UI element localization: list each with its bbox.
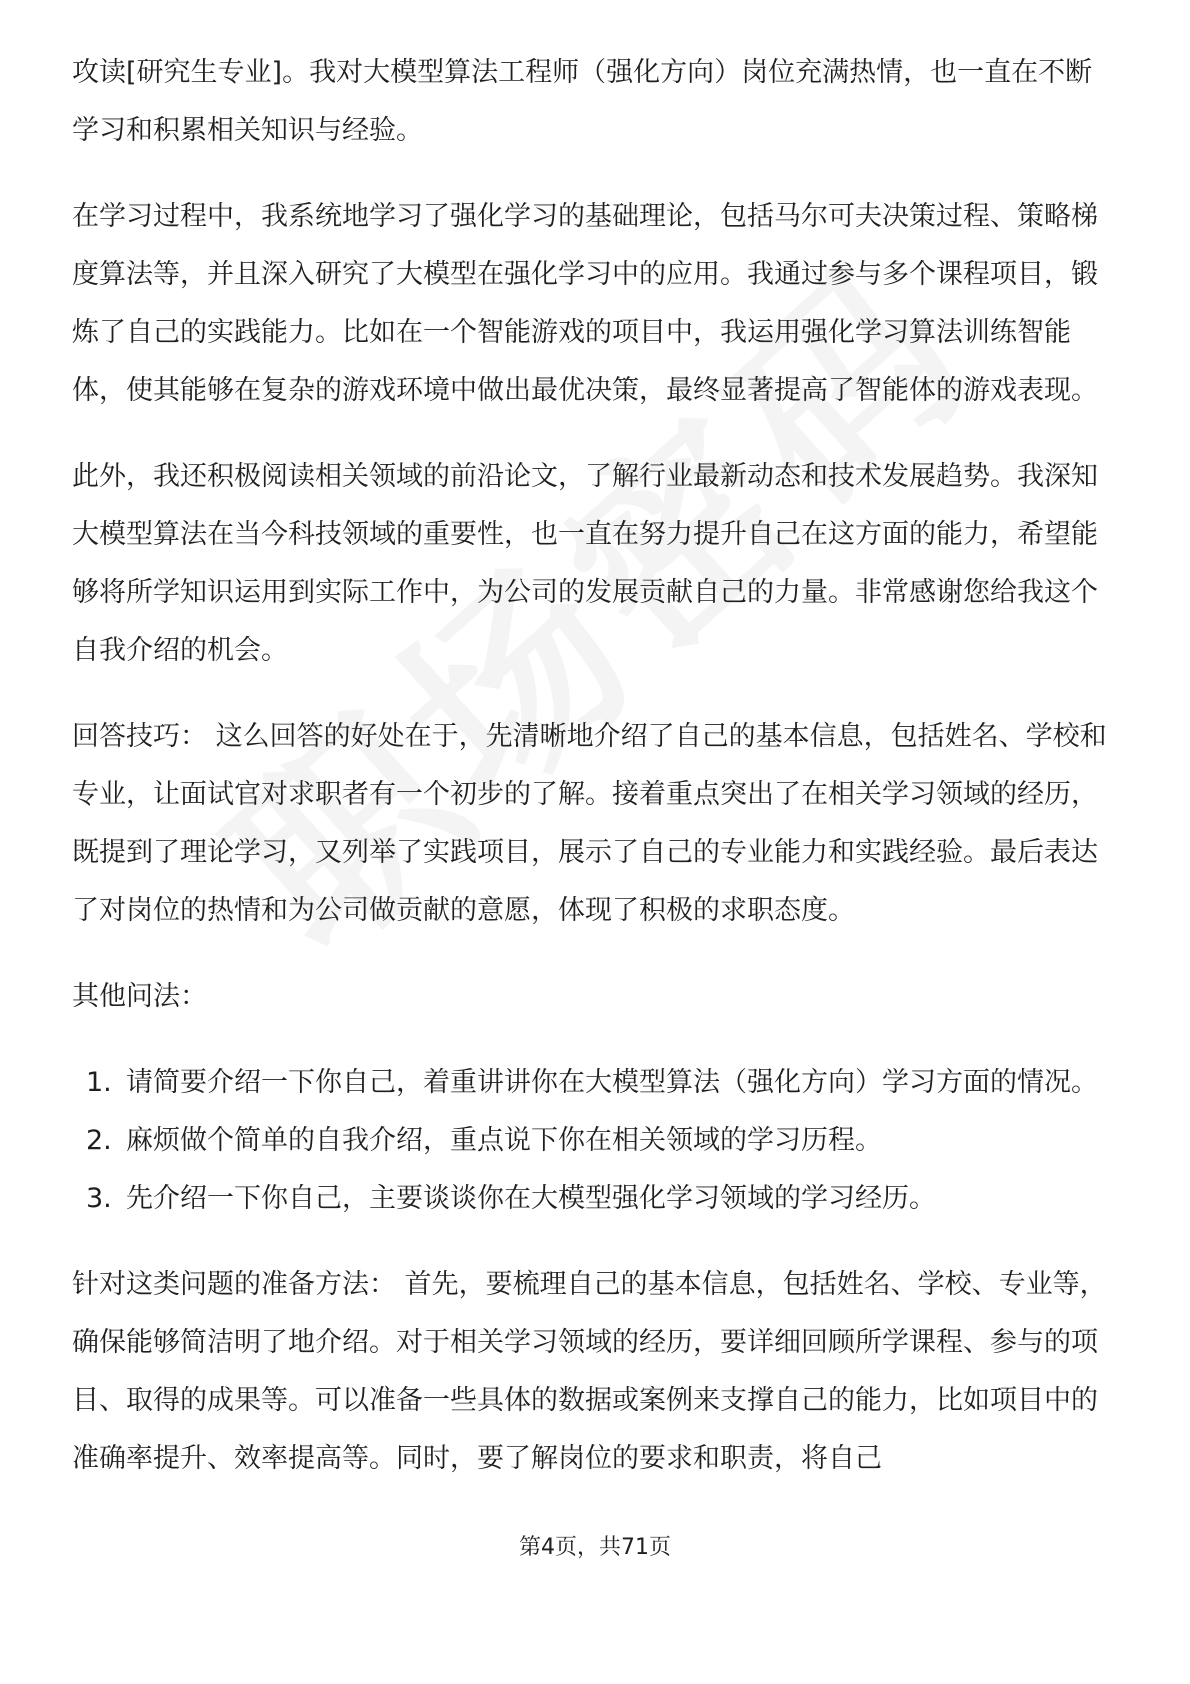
list-item — [72, 1112, 1118, 1170]
paragraph-answer-tips: 回答技巧： 这么回答的好处在于，先清晰地介绍了自己的基本信息，包括姓名、学校和专业，让面试官对求职者有一个初步的了解。接着重点突出了在相关学习领域的经历，既提到了理论学习，又列举了实践项目，展示了自己的专业能力和实践经验。最后表达了对岗位的热情和为公司做贡献的意愿，体现了积极的求职态度。 — [72, 721, 1107, 926]
paragraph-learning-process: 在学习过程中，我系统地学习了强化学习的基础理论，包括马尔可夫决策过程、策略梯度算法等，并且深入研究了大模型在强化学习中的应用。我通过参与多个课程项目，锻炼了自己的实践能力。比如在一个智能游戏的项目中，我运用强化学习算法训练智能体，使其能够在复杂的游戏环境中做出最优决策，最终显著提高了智能体的游戏表现。 — [72, 201, 1098, 406]
list-item-text: 请简要介绍一下你自己，着重讲讲你在大模型算法（强化方向）学习方面的情况。 — [126, 1067, 1098, 1098]
paragraph-additional: 此外，我还积极阅读相关领域的前沿论文，了解行业最新动态和技术发展趋势。我深知大模型算法在当今科技领域的重要性，也一直在努力提升自己在这方面的能力，希望能够将所学知识运用到实际工作中，为公司的发展贡献自己的力量。非常感谢您给我这个自我介绍的机会。 — [72, 461, 1098, 666]
list-item — [72, 1054, 1118, 1112]
other-questions-list — [72, 1054, 1118, 1228]
list-item-text: 先介绍一下你自己，主要谈谈你在大模型强化学习领域的学习经历。 — [126, 1183, 936, 1214]
list-item — [72, 1170, 1118, 1228]
page-number-footer: 第4页，共71页 — [519, 1535, 671, 1560]
paragraph-other-questions-heading: 其他问法： — [72, 981, 207, 1012]
paragraph-intro-end: 攻读[研究生专业]。我对大模型算法工程师（强化方向）岗位充满热情，也一直在不断学习和积累相关知识与经验。 — [72, 57, 1093, 146]
paragraph-preparation-method: 针对这类问题的准备方法： 首先，要梳理自己的基本信息，包括姓名、学校、专业等，确保能够简洁明了地介绍。对于相关学习领域的经历，要详细回顾所学课程、参与的项目、取得的成果等。可以准备一些具体的数据或案例来支撑自己的能力，比如项目中的准确率提升、效率提高等。同时，要了解岗位的要求和职责，将自己 — [72, 1269, 1107, 1474]
document-body — [72, 44, 1118, 1488]
list-item-text: 麻烦做个简单的自我介绍，重点说下你在相关领域的学习历程。 — [126, 1125, 882, 1156]
list-item-number: 1. — [86, 1067, 112, 1098]
list-item-number: 2. — [86, 1125, 112, 1156]
list-item-number: 3. — [86, 1183, 112, 1214]
